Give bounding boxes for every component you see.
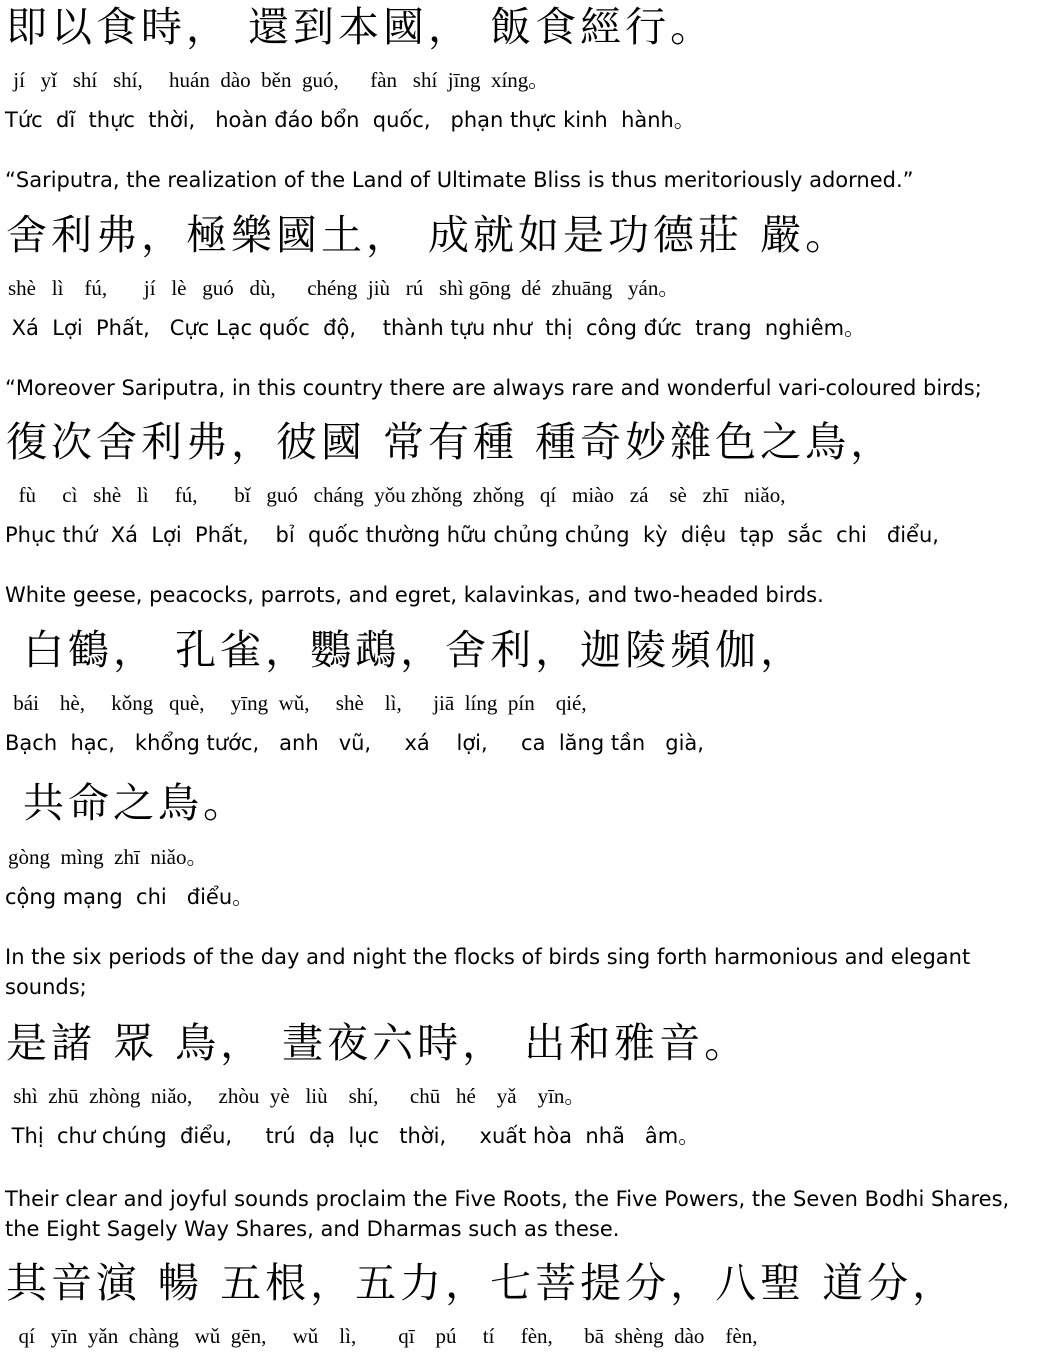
english-line-3: White geese, peacocks, parrots, and egret, kalavinkas, and two-headed birds.	[5, 583, 824, 607]
chinese-line-4: 白鶴， 孔雀，鸚鵡，舍利，迦陵頻伽，	[6, 626, 806, 674]
pinyin-line-2: shè lì fú, jí lè guó dù, chéng jiù rú shì gōng dé zhuāng yán。	[8, 276, 680, 300]
english-line-4: In the six periods of the day and night the flocks of birds sing forth harmonious and elegant sounds;	[5, 945, 971, 999]
chinese-line-7: 其音演 暢 五根，五力，七菩提分，八聖 道分，	[6, 1259, 958, 1307]
vietnamese-line-6: Thị chư chúng điểu, trú dạ lục thời, xuất hòa nhã âm。	[5, 1124, 700, 1148]
pinyin-line-3: fù cì shè lì fú, bǐ guó cháng yǒu zhǒng zhǒng qí miào zá sè zhī niǎo,	[8, 483, 786, 507]
vietnamese-line-5: cộng mạng chi điểu。	[5, 885, 254, 909]
chinese-line-2: 舍利弗，極樂國土， 成就如是功德莊 嚴。	[6, 211, 851, 259]
pinyin-line-6: shì zhū zhòng niǎo, zhòu yè liù shí, chū hé yǎ yīn。	[8, 1084, 586, 1108]
chinese-line-1: 即以食時， 還到本國， 飯食經行。	[6, 3, 716, 51]
vietnamese-line-4: Bạch hạc, khổng tước, anh vũ, xá lợi, ca lăng tần già,	[5, 731, 704, 755]
chinese-line-3: 復次舍利弗，彼國 常有種 種奇妙雜色之鳥，	[6, 418, 896, 466]
pinyin-line-1: jí yǐ shí shí, huán dào běn guó, fàn shí jīng xíng。	[8, 68, 550, 92]
english-line-2: “Moreover Sariputra, in this country there are always rare and wonderful vari-coloured birds;	[5, 376, 982, 400]
chinese-line-6: 是諸 眾 鳥， 晝夜六時， 出和雅音。	[6, 1019, 750, 1067]
english-line-5: Their clear and joyful sounds proclaim the Five Roots, the Five Powers, the Seven Bodhi Shares, the Eight Sagely Way Shares, and Dharmas such as these.	[5, 1187, 1010, 1241]
vietnamese-line-3: Phục thứ Xá Lợi Phất, bỉ quốc thường hữu chủng chủng kỳ diệu tạp sắc chi điểu,	[5, 523, 939, 547]
pinyin-line-7: qí yīn yǎn chàng wǔ gēn, wǔ lì, qī pú tí fèn, bā shèng dào fèn,	[8, 1324, 758, 1348]
vietnamese-line-1: Tức dĩ thực thời, hoàn đáo bổn quốc, phạn thực kinh hành。	[5, 108, 695, 132]
chinese-line-5: 共命之鳥。	[6, 779, 249, 827]
pinyin-line-5: gòng mìng zhī niǎo。	[8, 845, 208, 869]
vietnamese-line-2: Xá Lợi Phất, Cực Lạc quốc độ, thành tựu như thị công đức trang nghiêm。	[5, 316, 866, 340]
pinyin-line-4: bái hè, kǒng què, yīng wǔ, shè lì, jiā líng pín qié,	[8, 691, 587, 715]
english-line-1: “Sariputra, the realization of the Land of Ultimate Bliss is thus meritoriously adorned.”	[5, 168, 914, 192]
